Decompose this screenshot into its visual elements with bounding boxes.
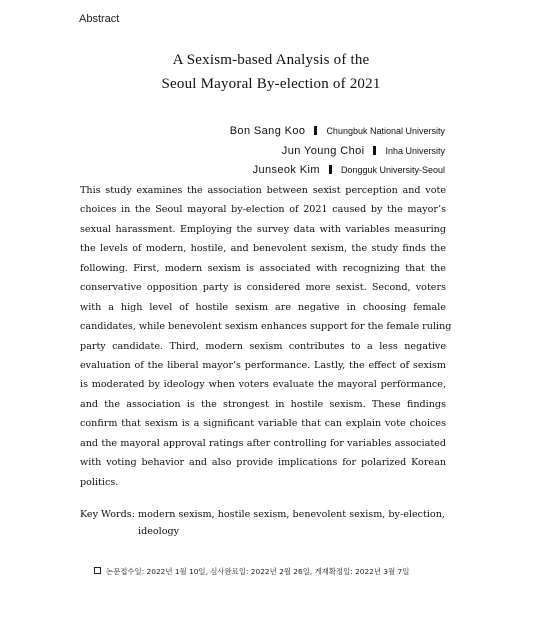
author-separator bbox=[314, 126, 317, 135]
author-affiliation: Chungbuk National University bbox=[326, 126, 445, 136]
abstract-line: and the association is the strongest in hostile sexism. These findings bbox=[80, 398, 446, 410]
author-separator bbox=[329, 165, 332, 174]
author-separator bbox=[373, 146, 376, 155]
abstract-line: with a high level of hostile sexism are negative in choosing female bbox=[80, 301, 446, 313]
paper-title-line-1: A Sexism-based Analysis of the bbox=[172, 52, 370, 68]
abstract-line: following. First, modern sexism is associated with recognizing that the bbox=[80, 262, 446, 274]
submission-dates bbox=[94, 566, 409, 577]
author-name: Jun Young Choi bbox=[281, 144, 365, 157]
section-label: Abstract bbox=[79, 13, 120, 25]
abstract-line: This study examines the association between sexist perception and vote bbox=[80, 185, 446, 196]
keywords-label: Key Words: bbox=[80, 509, 135, 520]
author-row bbox=[230, 140, 445, 160]
author-name: Junseok Kim bbox=[252, 164, 320, 176]
abstract-line: candidates, while benevolent sexism enhances support for the female ruling bbox=[80, 321, 452, 333]
paper-title-line-2: Seoul Mayoral By-election of 2021 bbox=[161, 76, 381, 92]
abstract-line: with voting behavior and also provide implications for polarized Korean bbox=[80, 457, 446, 469]
author-row bbox=[230, 120, 445, 140]
author-list bbox=[230, 120, 445, 179]
abstract-line: politics. bbox=[80, 476, 119, 488]
abstract-line: the levels of modern, hostile, and benevolent sexism, the study finds the bbox=[80, 243, 446, 255]
abstract-line: and the mayoral approval ratings after controlling for variables associated bbox=[80, 437, 446, 449]
author-row bbox=[230, 159, 445, 179]
abstract-body bbox=[80, 181, 452, 492]
abstract-line: is moderated by ideology when voters evaluate the mayoral performance, bbox=[80, 379, 446, 391]
abstract-line: choices in the Seoul mayoral by-election of 2021 caused by the mayor’s bbox=[80, 204, 446, 216]
keywords-line-2: ideology bbox=[138, 526, 180, 537]
keywords bbox=[80, 506, 450, 540]
abstract-line: party candidate. Third, modern sexism contributes to a less negative bbox=[80, 340, 446, 352]
abstract-line: conservative opposition party is considered more sexist. Second, voters bbox=[80, 282, 446, 294]
square-bullet-icon bbox=[94, 567, 101, 574]
author-name: Bon Sang Koo bbox=[229, 125, 306, 137]
dates-text: 논문접수일: 2022년 1월 10일, 심사완료일: 2022년 2월 26일, 게재확정일: 2022년 3월 7일 bbox=[106, 567, 410, 576]
keywords-list: modern sexism, hostile sexism, benevolent sexism, by-election, bbox=[138, 509, 445, 520]
abstract-line: confirm that sexism is a significant variable that can explain vote choices bbox=[80, 418, 446, 430]
author-affiliation: Inha University bbox=[385, 145, 445, 156]
author-affiliation: Dongguk University-Seoul bbox=[340, 165, 445, 175]
abstract-line: sexual harassment. Employing the survey data with variables measuring bbox=[80, 223, 446, 235]
abstract-line: evaluation of the liberal mayor’s performance. Lastly, the effect of sexism bbox=[80, 359, 446, 371]
keywords-line-1 bbox=[80, 506, 450, 523]
